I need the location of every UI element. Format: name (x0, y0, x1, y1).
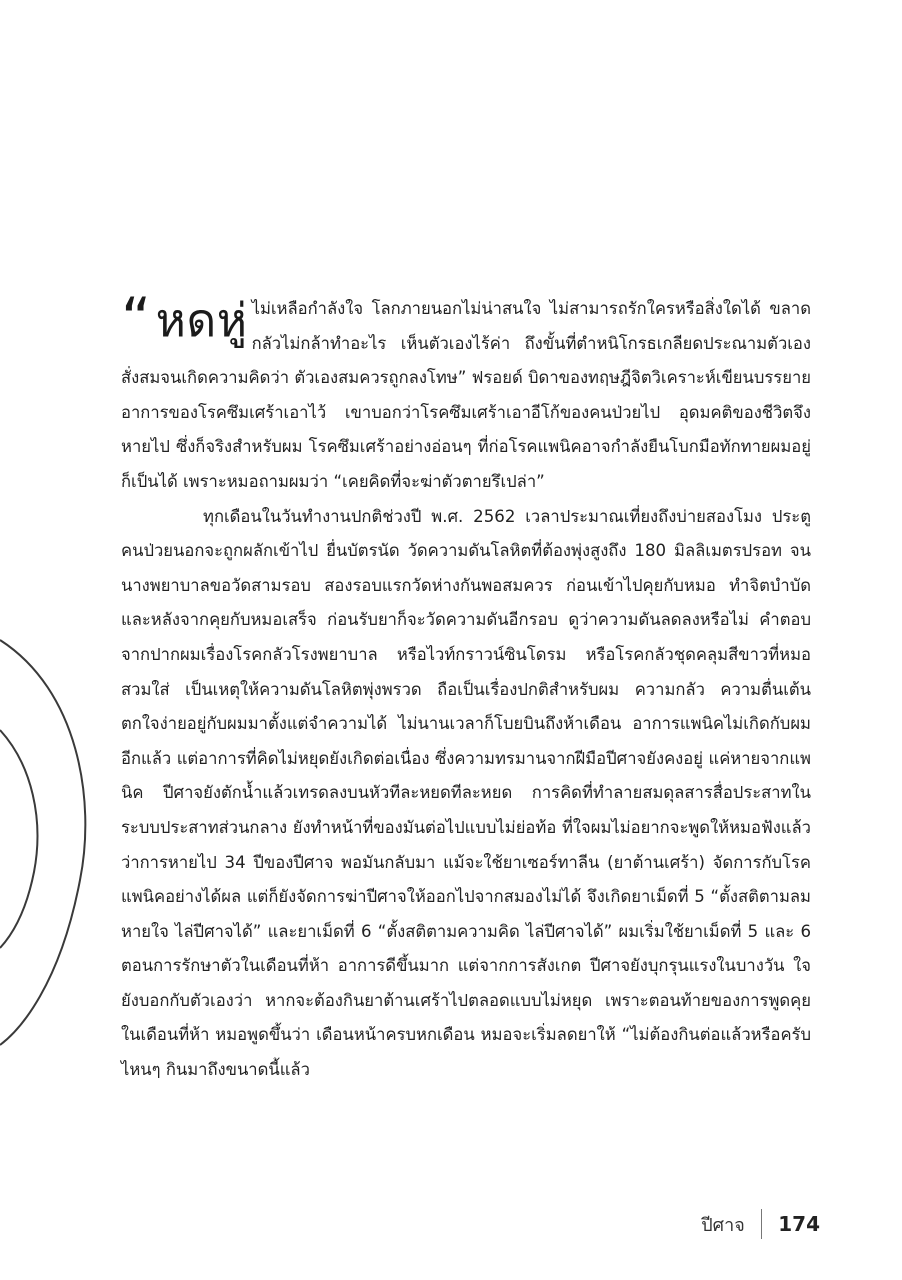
inner-arc (0, 730, 37, 948)
drop-cap-quote-mark: “ (121, 285, 152, 353)
drop-cap (121, 285, 248, 357)
paragraph-2: ทุกเดือนในวันทำงานปกติช่วงปี พ.ศ. 2562 เวลาประมาณเที่ยงถึงบ่ายสองโมง ประตูคนป่วยนอกจะถูกผลักเข้าไป ยื่นบัตรนัด วัดความดันโลหิตที่ต้องพุ่งสูงถึง 180 มิลลิเมตรปรอท จนนางพยาบาลขอวัดสามรอบ สองรอบแรกวัดห่างกันพอสมควร ก่อนเข้าไปคุยกับหมอ ทำจิตบำบัด และหลังจากคุยกับหมอเสร็จ ก่อนรับยาก็จะวัดความดันอีกรอบ ดูว่าความดันลดลงหรือไม่ คำตอบจากปากผมเรื่องโรคกลัวโรงพยาบาล หรือไวท์กราวน์ซินโดรม หรือโรคกลัวชุดคลุมสีขาวที่หมอสวมใส่ เป็นเหตุให้ความดันโลหิตพุ่งพรวด ถือเป็นเรื่องปกติสำหรับผม ความกลัว ความตื่นเต้น ตกใจง่ายอยู่กับผมมาตั้งแต่จำความได้ ไม่นานเวลาก็โบยบินถึงห้าเดือน อาการแพนิคไม่เกิดกับผมอีกแล้ว แต่อาการที่คิดไม่หยุดยังเกิดต่อเนื่อง ซึ่งความทรมานจากฝีมือปีศาจยังคงอยู่ แค่หายจากแพนิค ปีศาจยังตักน้ำแล้วเทรดลงบนหัวทีละหยดทีละหยด การคิดที่ทำลายสมดุลสารสื่อประสาทในระบบประสาทส่วนกลาง ยังทำหน้าที่ของมันต่อไปแบบไม่ย่อท้อ ที่ใจผมไม่อยากจะพูดให้หมอฟังแล้วว่าการหายไป 34 ปีของปีศาจ พอมันกลับมา แม้จะใช้ยาเซอร์ทาลีน (ยาต้านเศร้า) จัดการกับโรคแพนิคอย่างได้ผล แต่ก็ยังจัดการฆ่าปีศาจให้ออกไปจากสมองไม่ได้ จึงเกิดยาเม็ดที่ 5 “ตั้งสติตามลมหายใจ ไล่ปีศาจได้” และยาเม็ดที่ 6 “ตั้งสติตามความคิด ไล่ปีศาจได้” ผมเริ่มใช้ยาเม็ดที่ 5 และ 6 ตอนการรักษาตัวในเดือนที่ห้า อาการดีขึ้นมาก แต่จากการสังเกต ปีศาจยังบุกรุนแรงในบางวัน ใจยังบอกกับตัวเองว่า หากจะต้องกินยาต้านเศร้าไปตลอดแบบไม่หยุด เพราะตอนท้ายของการพูดคุยในเดือนที่ห้า หมอพูดขึ้นว่า เดือนหน้าครบหกเดือน หมอจะเริ่มลดยาให้ “ไม่ต้องกินต่อแล้วหรือครับ ไหนๆ กินมาถึงขนาดนี้แล้ว (121, 506, 811, 1080)
page-number: 174 (778, 1212, 820, 1236)
outer-arc (0, 640, 85, 1045)
running-title: ปีศาจ (701, 1214, 745, 1236)
opening-paragraph (121, 285, 811, 500)
footer-divider (761, 1209, 763, 1239)
paragraph-1-text: ไม่เหลือกำลังใจ โลกภายนอกไม่น่าสนใจ ไม่สามารถรักใครหรือสิ่งใดได้ ขลาดกลัวไม่กล้าทำอะไร เห็นตัวเองไร้ค่า ถึงขั้นที่ตำหนิโกรธเกลียดประณามตัวเอง สั่งสมจนเกิดความคิดว่า ตัวเองสมควรถูกลงโทษ” ฟรอยด์ บิดาของทฤษฎีจิตวิเคราะห์เขียนบรรยายอาการของโรคซึมเศร้าเอาไว้ เขาบอกว่าโรคซึมเศร้าเอาอีโก้ของคนป่วยไป อุดมคติของชีวิตจึงหายไป ซึ่งก็จริงสำหรับผม โรคซึมเศร้าอย่างอ่อนๆ ที่ก่อโรคแพนิคอาจกำลังยืนโบกมือทักทายผมอยู่ก็เป็นได้ เพราะหมอถามผมว่า “เคยคิดที่จะฆ่าตัวตายรึเปล่า” (121, 299, 811, 491)
body-text (121, 285, 811, 1088)
page-footer (701, 1206, 820, 1242)
drop-cap-word: หดหู่ (155, 293, 248, 347)
